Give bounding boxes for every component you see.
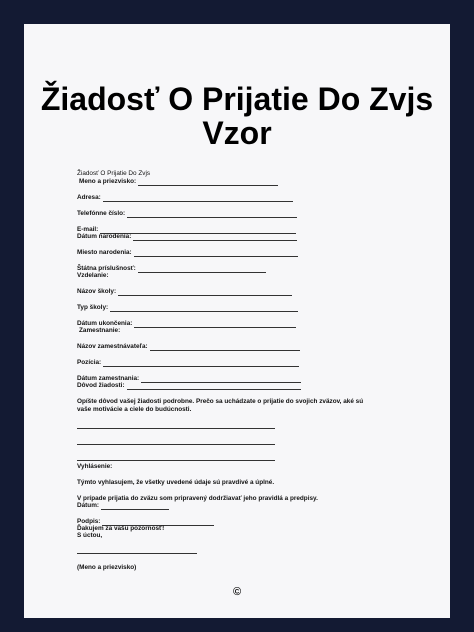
- instructions-text: Opíšte dôvod vašej žiadosti podrobne. Prečo sa uchádzate o prijatie do svojich zväzov, aké sú vaše motivácie a ciele do budúcnosti.: [77, 398, 364, 413]
- field-date-line[interactable]: [101, 502, 169, 510]
- field-address-label: Adresa:: [77, 194, 101, 201]
- field-phone-line[interactable]: [127, 210, 297, 218]
- reason-line-2[interactable]: [77, 444, 275, 445]
- field-date: [77, 502, 169, 510]
- document-page: [24, 24, 450, 618]
- field-signature-label: Podpis:: [77, 518, 101, 525]
- field-phone-label: Telefónne číslo:: [77, 210, 126, 217]
- name-placeholder-text: (Meno a priezvisko): [77, 564, 137, 571]
- field-employer-name-line[interactable]: [150, 343, 300, 351]
- field-school-name-line[interactable]: [118, 288, 292, 296]
- field-school-type-label: Typ školy:: [77, 304, 109, 311]
- commitment-text: V prípade prijatia do zväzu som pripravený dodržiavať jeho pravidlá a predpisy.: [77, 495, 318, 502]
- declaration-heading: Vyhlásenie:: [77, 463, 113, 470]
- field-graduation-date-line[interactable]: [134, 320, 296, 328]
- field-address: [77, 194, 293, 202]
- field-birth-place: [77, 249, 298, 257]
- field-employment: Zamestnanie:: [79, 327, 121, 334]
- field-employer-name: [77, 343, 300, 351]
- field-birth-date: [77, 233, 297, 241]
- field-citizenship-line[interactable]: [138, 265, 266, 273]
- field-email-label: E-mail:: [77, 226, 99, 233]
- field-employer-name-label: Názov zamestnávateľa:: [77, 343, 148, 350]
- field-school-type-line[interactable]: [110, 304, 298, 312]
- reason-line-1[interactable]: [77, 428, 275, 429]
- field-name-line[interactable]: [138, 178, 278, 186]
- title-line-2: Vzor: [202, 115, 272, 151]
- field-reason-label: Dôvod žiadosti:: [77, 382, 125, 389]
- field-date-label: Dátum:: [77, 502, 100, 509]
- field-reason-line[interactable]: [127, 382, 301, 390]
- regards-text: S úctou,: [77, 532, 103, 539]
- title-line-1: Žiadosť O Prijatie Do Zvjs: [40, 81, 434, 117]
- field-name: [79, 178, 278, 186]
- field-phone: [77, 210, 297, 218]
- field-employment-date-label: Dátum zamestnania:: [77, 375, 140, 382]
- field-birth-date-label: Dátum narodenia:: [77, 233, 132, 240]
- declaration-text: Týmto vyhlasujem, že všetky uvedené údaje sú pravdivé a úplné.: [77, 479, 275, 486]
- form-header: Žiadosť O Prijatie Do Zvjs: [77, 170, 151, 177]
- copyright-symbol: ©: [232, 586, 242, 598]
- field-school-type: [77, 304, 298, 312]
- field-school-name: [77, 288, 292, 296]
- field-position-label: Pozícia:: [77, 359, 102, 366]
- field-school-name-label: Názov školy:: [77, 288, 117, 295]
- field-birth-date-line[interactable]: [133, 233, 297, 241]
- reason-line-3[interactable]: [77, 460, 275, 461]
- field-graduation-date-label: Dátum ukončenia:: [77, 320, 133, 327]
- field-name-label: Meno a priezvisko:: [79, 178, 137, 185]
- field-birth-place-label: Miesto narodenia:: [77, 249, 132, 256]
- field-position-line[interactable]: [103, 359, 299, 367]
- page-title: [24, 82, 450, 150]
- field-education: Vzdelanie:: [77, 272, 109, 279]
- field-birth-place-line[interactable]: [134, 249, 298, 257]
- field-position: [77, 359, 299, 367]
- thanks-text: Ďakujem za vašu pozornosť!: [77, 525, 165, 532]
- field-reason: [77, 382, 301, 390]
- field-citizenship-label: Štátna príslušnosť:: [77, 265, 136, 272]
- field-address-line[interactable]: [103, 194, 293, 202]
- name-signature-line[interactable]: [77, 553, 197, 554]
